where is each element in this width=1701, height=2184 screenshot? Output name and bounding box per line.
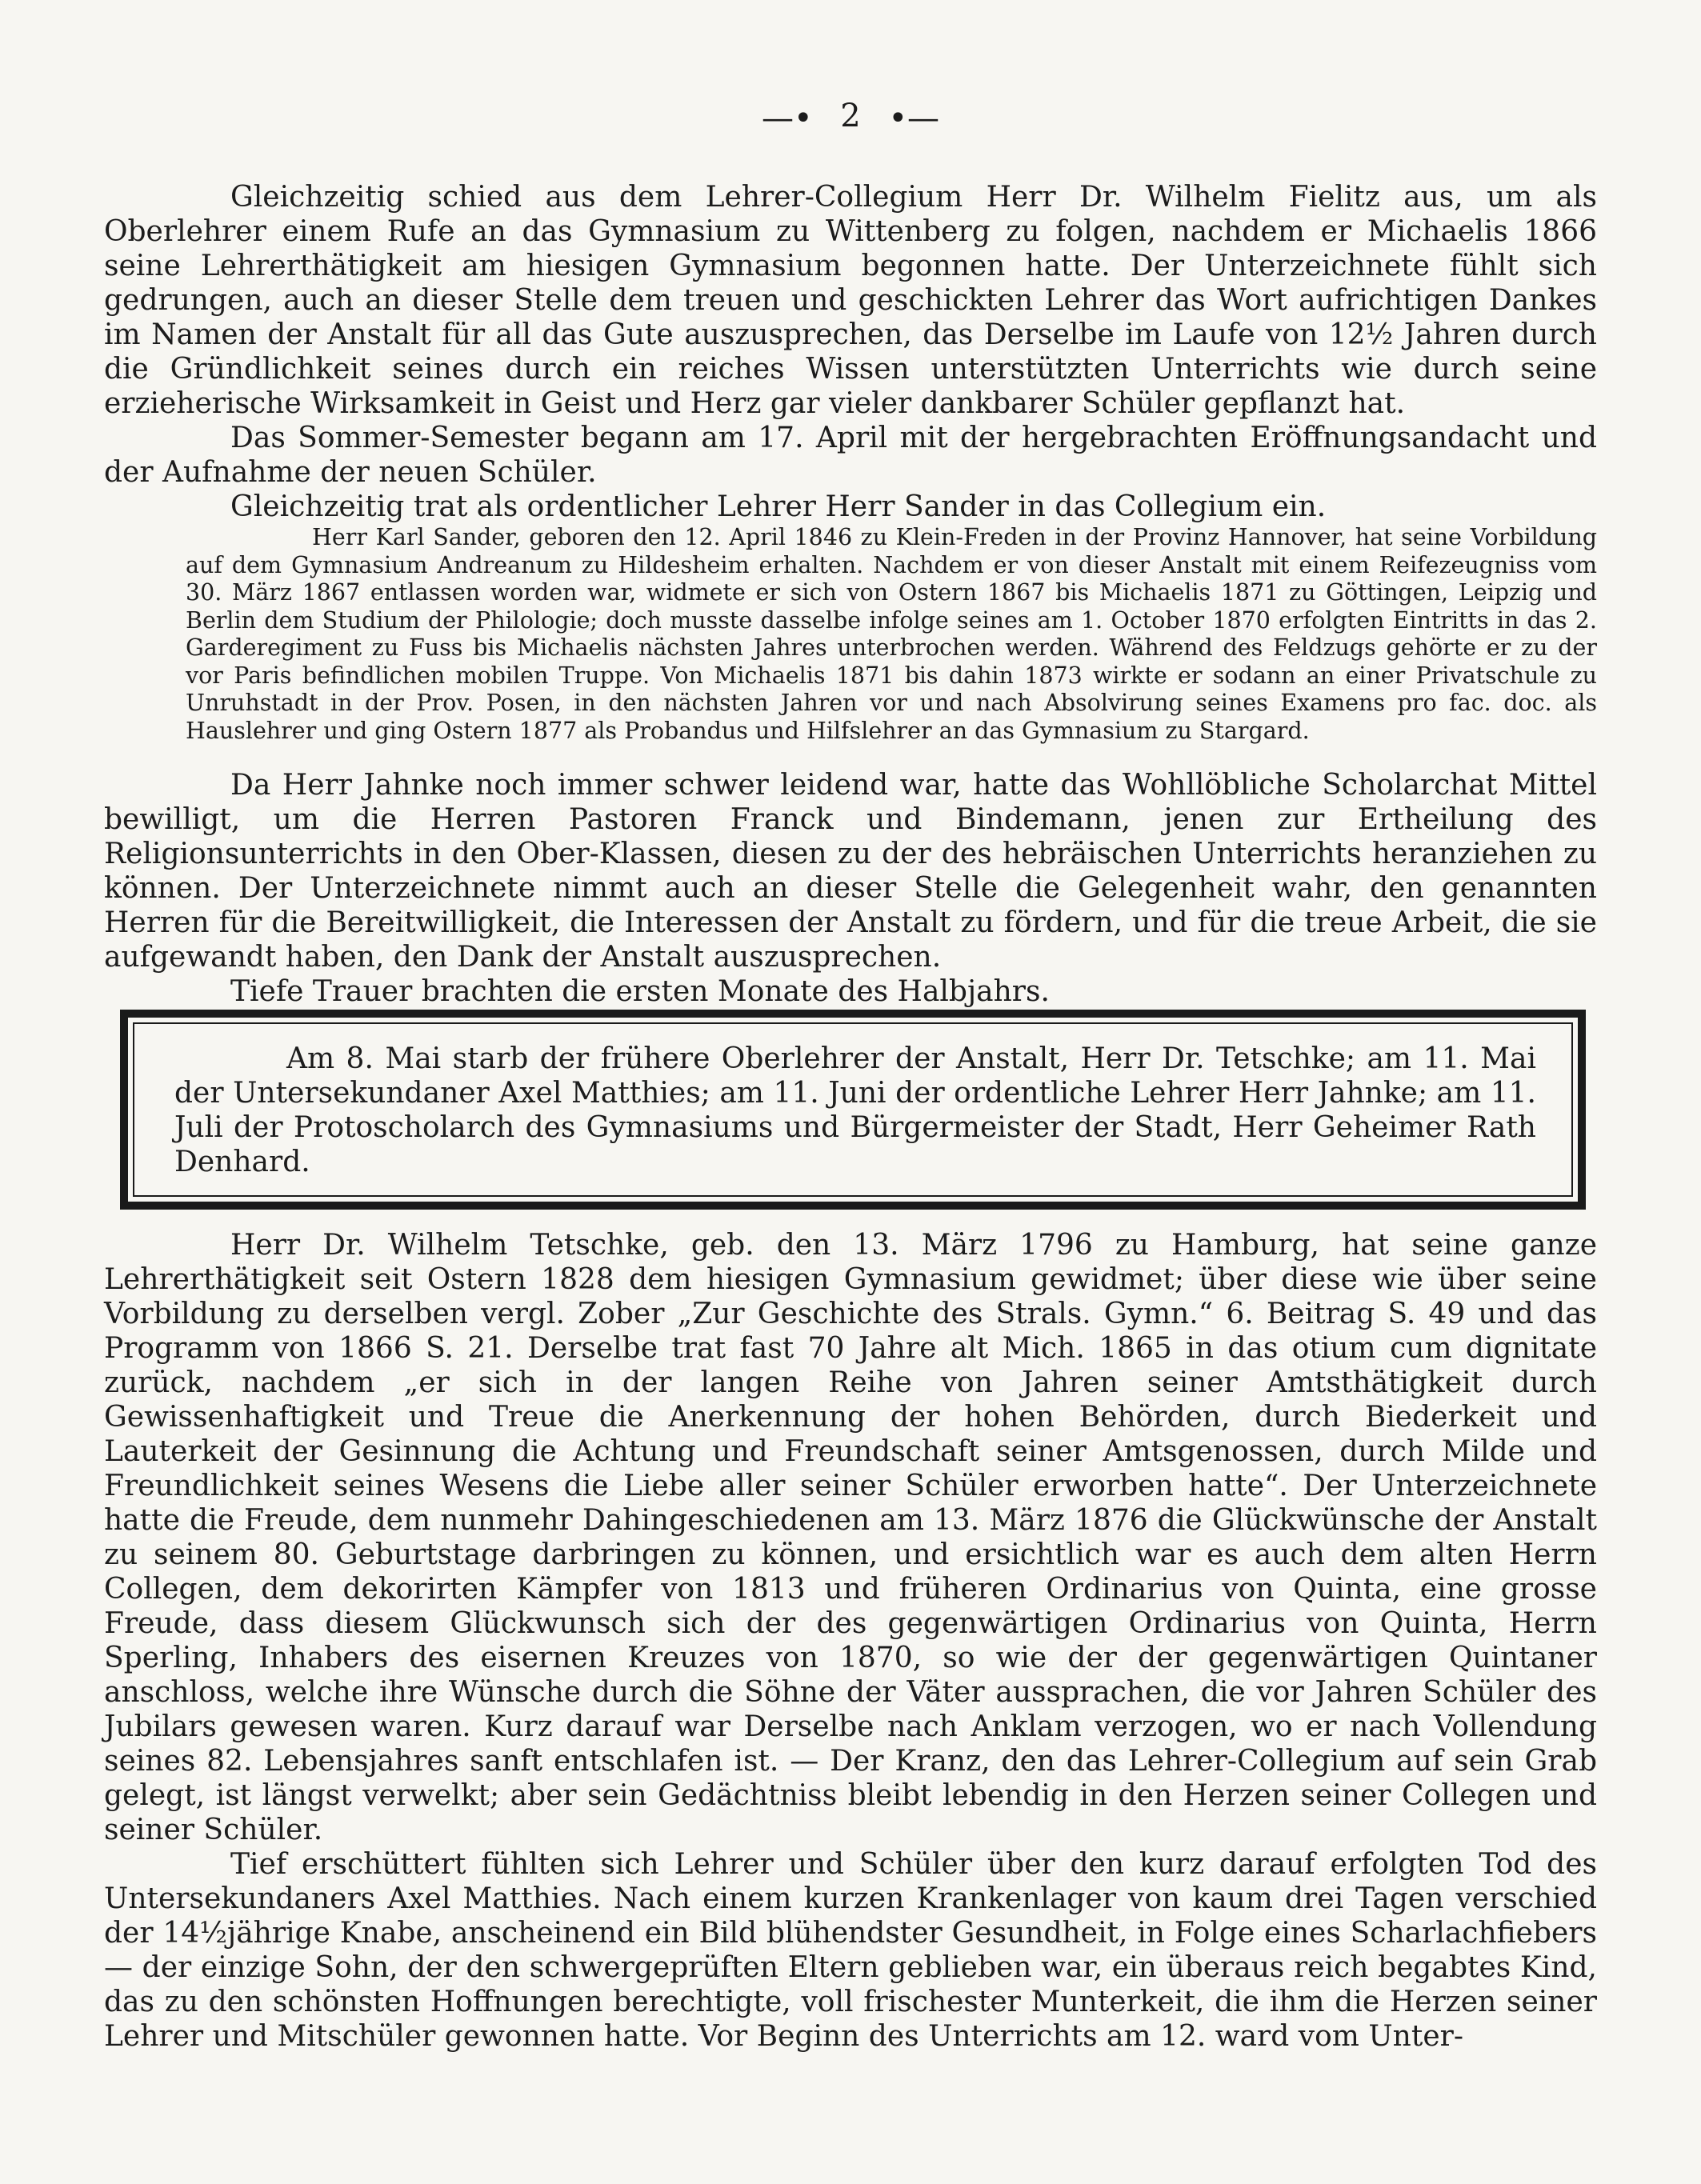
text-block-top [104,180,1597,745]
mourning-box-inner [133,1022,1573,1197]
paragraph-sander-entry: Gleichzeitig trat als ordentlicher Lehrer Herr Sander in das Collegium ein. [230,490,1327,523]
text-block-bottom [104,1228,1597,2054]
paragraph-trauer: Tiefe Trauer brachten die ersten Monate des Halbjahrs. [230,975,1050,1008]
paragraph-jahnke: Da Herr Jahnke noch immer schwer leidend war, hatte das Wohllöbliche Scholarchat Mittel bewilligt, um die Herren Pastoren Franck und Bindemann, jenen zur Ertheilung des Religionsunterrichts in den Ober-Klassen, diesen zu der des hebräischen Unterrichts heranziehen zu können. Der Unterzeichnete nimmt auch an dieser Stelle die Gelegenheit wahr, den genannten Herren für die Bereitwilligkeit, die Interessen der Anstalt zu fördern, und für die treue Arbeit, die sie aufgewandt haben, den Dank der Anstalt auszusprechen. [104,769,1597,974]
paragraph-sommer-semester: Das Sommer-Semester begann am 17. April mit der hergebrachten Eröffnungsandacht und der Aufnahme der neuen Schüler. [104,422,1597,489]
mourning-box [120,1010,1586,1210]
biography-sander: Herr Karl Sander, geboren den 12. April 1846 zu Klein-Freden in der Provinz Hannover, hat seine Vorbildung auf dem Gymnasium Andreanum zu Hildesheim erhalten. Nachdem er von dieser Anstalt mit einem Reifezeugniss vom 30. März 1867 entlassen worden war, widmete er sich von Ostern 1867 bis Michaelis 1871 zu Göttingen, Leipzig und Berlin dem Studium der Philologie; doch musste dasselbe infolge seines am 1. October 1870 erfolgten Eintritts in das 2. Garderegiment zu Fuss bis Michaelis nächsten Jahres unterbrochen werden. Während des Feldzugs gehörte er zu der vor Paris befindlichen mobilen Truppe. Von Michaelis 1871 bis dahin 1873 wirkte er sodann an einer Privatschule zu Unruhstadt in der Prov. Posen, in den nächsten Jahren vor und nach Absolvirung seines Examens pro fac. doc. als Hauslehrer und ging Ostern 1877 als Probandus und Hilfslehrer an das Gymnasium zu Stargard. [186,524,1597,744]
ornament-left: —• [761,100,813,137]
text-block-middle [104,768,1597,1009]
paragraph-matthies: Tief erschüttert fühlten sich Lehrer und Schüler über den kurz darauf erfolgten Tod des Untersekundaners Axel Matthies. Nach einem kurzen Krankenlager von kaum drei Tagen verschied der 14½jährige Knabe, anscheinend ein Bild blühendster Gesundheit, in Folge eines Scharlachfiebers — der einzige Sohn, der den schwergeprüften Eltern geblieben war, ein überaus reich begabtes Kind, das zu den schönsten Hoffnungen berechtigte, voll frischester Munterkeit, die ihm die Herzen seiner Lehrer und Mitschüler gewonnen hatte. Vor Beginn des Unterrichts am 12. ward vom Unter- [104,1848,1597,2053]
page-number: 2 [840,98,861,134]
paragraph-tetschke: Herr Dr. Wilhelm Tetschke, geb. den 13. März 1796 zu Hamburg, hat seine ganze Lehrerthätigkeit seit Ostern 1828 dem hiesigen Gymnasium gewidmet; über diese wie über seine Vorbildung zu derselben vergl. Zober „Zur Geschichte des Strals. Gymn.“ 6. Beitrag S. 49 und das Programm von 1866 S. 21. Derselbe trat fast 70 Jahre alt Mich. 1865 in das otium cum dignitate zurück, nachdem „er sich in der langen Reihe von Jahren seiner Amtsthätigkeit durch Gewissenhaftigkeit und Treue die Anerkennung der hohen Behörden, durch Biederkeit und Lauterkeit der Gesinnung die Achtung und Freundschaft seiner Amtsgenossen, durch Milde und Freundlichkeit seines Wesens die Liebe aller seiner Schüler erworben hatte“. Der Unterzeichnete hatte die Freude, dem nunmehr Dahingeschiedenen am 13. März 1876 die Glückwünsche der Anstalt zu seinem 80. Geburtstage darbringen zu können, und ersichtlich war es auch dem alten Herrn Collegen, dem dekorirten Kämpfer von 1813 und früheren Ordinarius von Quinta, eine grosse Freude, dass diesem Glückwunsch sich der des gegenwärtigen Ordinarius von Quinta, Herrn Sperling, Inhabers des eisernen Kreuzes von 1870, so wie der der gegenwärtigen Quintaner anschloss, welche ihre Wünsche durch die Söhne der Väter aussprachen, die vor Jahren Schüler des Jubilars gewesen waren. Kurz darauf war Derselbe nach Anklam verzogen, wo er nach Vollendung seines 82. Lebensjahres sanft entschlafen ist. — Der Kranz, den das Lehrer-Collegium auf sein Grab gelegt, ist längst verwelkt; aber sein Gedächtniss bleibt lebendig in den Herzen seiner Collegen und seiner Schüler. [104,1229,1597,1846]
page-header [0,98,1701,137]
paragraph-fielitz: Gleichzeitig schied aus dem Lehrer-Collegium Herr Dr. Wilhelm Fielitz aus, um als Oberlehrer einem Rufe an das Gymnasium zu Wittenberg zu folgen, nachdem er Michaelis 1866 seine Lehrerthätigkeit am hiesigen Gymnasium begonnen hatte. Der Unterzeichnete fühlt sich gedrungen, auch an dieser Stelle dem treuen und geschickten Lehrer das Wort aufrichtigen Dankes im Namen der Anstalt für all das Gute auszusprechen, das Derselbe im Laufe von 12½ Jahren durch die Gründlichkeit seines durch ein reiches Wissen unterstützten Unterrichts wie durch seine erzieherische Wirksamkeit in Geist und Herz gar vieler dankbarer Schüler gepflanzt hat. [104,181,1597,420]
mourning-notice: Am 8. Mai starb der frühere Oberlehrer der Anstalt, Herr Dr. Tetschke; am 11. Mai der Untersekundaner Axel Matthies; am 11. Juni der ordentliche Lehrer Herr Jahnke; am 11. Juli der Protoscholarch des Gymnasiums und Bürgermeister der Stadt, Herr Geheimer Rath Denhard. [174,1042,1536,1178]
ornament-right: •— [888,100,940,137]
